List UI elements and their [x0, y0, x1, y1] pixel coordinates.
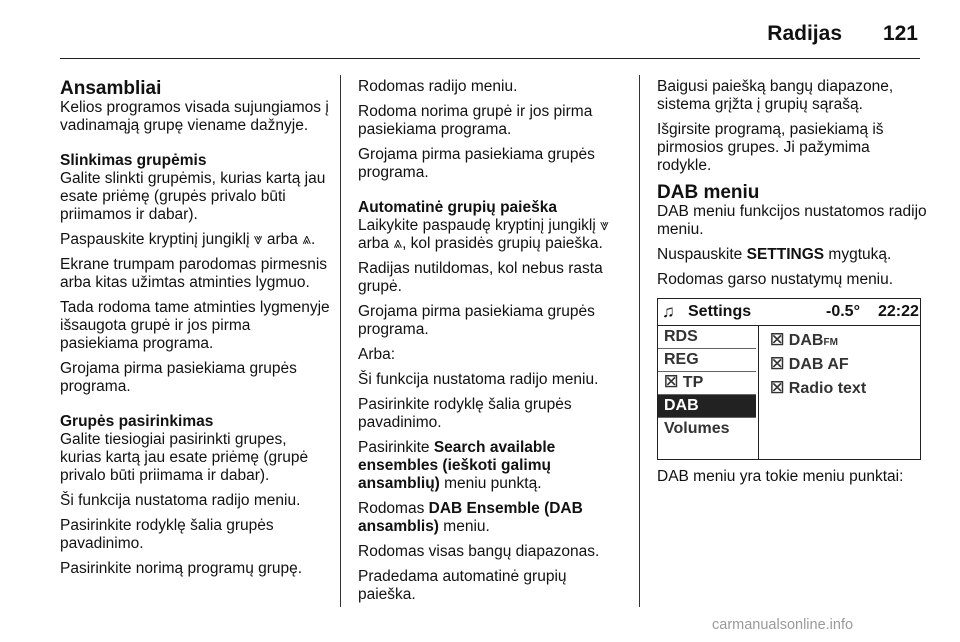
text-run: meniu punktą.	[439, 475, 542, 492]
paragraph: Grojama pirma pasiekiama grupės programa.	[358, 303, 595, 338]
screen-divider	[758, 326, 759, 459]
paragraph: Arba:	[358, 346, 396, 363]
paragraph: Pasirinkite rodyklę šalia grupės pavadinimo.	[358, 396, 572, 431]
watermark: carmanualsonline.info	[712, 617, 854, 633]
text-run: mygtuką.	[824, 246, 892, 263]
option-dab-af[interactable]	[770, 353, 920, 377]
menu-item-reg[interactable]: REG	[658, 349, 756, 372]
paragraph: Rodoma norima grupė ir jos pirma pasiekiama programa.	[358, 103, 593, 138]
heading-dab-menu: DAB meniu	[657, 182, 760, 203]
checkbox-icon: ☒	[770, 332, 785, 349]
paragraph: Pasirinkite norimą programų grupę.	[60, 560, 303, 577]
paragraph: Ši funkcija nustatoma radijo meniu.	[358, 371, 599, 388]
text-run: Nuspauskite	[657, 246, 747, 263]
text-run: meniu.	[438, 518, 490, 535]
header-rule	[60, 58, 920, 59]
menu-item-tp[interactable]	[658, 372, 756, 395]
option-radio-text[interactable]	[770, 377, 920, 401]
paragraph: Grojama pirma pasiekiama grupės programa.	[60, 360, 297, 395]
settings-menu	[658, 326, 756, 459]
text-run: Rodomas	[358, 500, 429, 517]
heading-ensembles: Ansambliai	[60, 78, 162, 99]
screen-status-bar	[658, 299, 920, 326]
paragraph: DAB meniu funkcijos nustatomos radijo meniu.	[657, 203, 927, 238]
column-divider-2	[639, 75, 640, 607]
subheading-auto-search: Automatinė grupių paieška	[358, 199, 557, 216]
column-2	[358, 78, 628, 611]
checkbox-icon: ☒	[770, 380, 785, 397]
paragraph	[657, 246, 927, 264]
column-divider-1	[340, 75, 341, 607]
paragraph: Ši funkcija nustatoma radijo meniu.	[60, 492, 301, 509]
paragraph: Galite tiesiogiai pasirinkti grupes, kurias kartą jau esate priėmę (grupė privalo būti priimama ir dabar).	[60, 431, 309, 484]
option-label: DAB AF	[788, 356, 849, 373]
subheading-select: Grupės pasirinkimas	[60, 413, 214, 430]
paragraph: Rodomas radijo meniu.	[358, 78, 518, 95]
paragraph: Rodomas garso nustatymų meniu.	[657, 271, 894, 288]
paragraph: Kelios programos visada sujungiamos į vadinamąją grupę viename dažnyje.	[60, 99, 329, 134]
menu-item-reference: Search available ensembles (ieškoti galimų ansamblių)	[358, 439, 556, 492]
paragraph: Pasirinkite rodyklę šalia grupės pavadinimo.	[60, 517, 274, 552]
dab-options	[770, 329, 920, 401]
paragraph: Paspauskite kryptinį jungiklį ⩔ arba ⩓.	[60, 231, 316, 248]
menu-item-label: TP	[682, 374, 704, 391]
screen-title: Settings	[688, 303, 752, 320]
paragraph: Galite slinkti grupėmis, kurias kartą jau esate priėmę (grupės privalo būti priimamos ir dabar).	[60, 170, 326, 223]
menu-item-dab[interactable]: DAB	[658, 395, 756, 418]
menu-item-volumes[interactable]: Volumes	[664, 420, 730, 437]
page-section-title: Radijas	[767, 22, 842, 45]
option-dab-fm[interactable]	[770, 329, 920, 353]
settings-screen	[657, 298, 921, 460]
menu-item-rds[interactable]: RDS	[658, 326, 756, 349]
paragraph	[358, 439, 628, 493]
paragraph: DAB meniu yra tokie meniu punktai:	[657, 468, 904, 485]
settings-note-icon: ♫	[662, 302, 675, 321]
paragraph: Grojama pirma pasiekiama grupės programa.	[358, 146, 595, 181]
paragraph: Tada rodoma tame atminties lygmenyje išsaugota grupė ir jos pirma pasiekiama programa.	[60, 299, 330, 352]
option-label: Radio text	[788, 380, 867, 397]
text-run: Pasirinkite	[358, 439, 434, 456]
paragraph	[358, 500, 628, 536]
subheading-scroll: Slinkimas grupėmis	[60, 152, 207, 169]
option-suffix: FM	[823, 337, 838, 348]
checkbox-icon: ☒	[770, 356, 785, 373]
temperature-readout: -0.5°	[826, 303, 860, 320]
paragraph: Ekrane trumpam parodomas pirmesnis arba kitas užimtas atminties lygmuo.	[60, 256, 328, 291]
column-1	[60, 78, 330, 585]
option-label: DAB	[788, 332, 824, 349]
paragraph: Išgirsite programą, pasiekiamą iš pirmosios grupes. Ji pažymima rodykle.	[657, 121, 884, 174]
paragraph: Radijas nutildomas, kol nebus rasta grupė.	[358, 260, 603, 295]
clock-readout: 22:22	[878, 303, 919, 320]
paragraph: Laikykite paspaudę kryptinį jungiklį ⩔ arba ⩓, kol prasidės grupių paieška.	[358, 217, 609, 252]
page-header	[0, 0, 960, 60]
paragraph: Rodomas visas bangų diapazonas.	[358, 543, 600, 560]
page-number: 121	[882, 22, 918, 45]
paragraph: Pradedama automatinė grupių paieška.	[358, 568, 567, 603]
menu-reference: DAB Ensemble (DAB ansamblis)	[358, 500, 583, 535]
button-reference: SETTINGS	[746, 246, 825, 263]
checkbox-icon: ☒	[664, 374, 679, 391]
paragraph: Baigusi paiešką bangų diapazone, sistema grįžta į grupių sąrašą.	[657, 78, 894, 113]
